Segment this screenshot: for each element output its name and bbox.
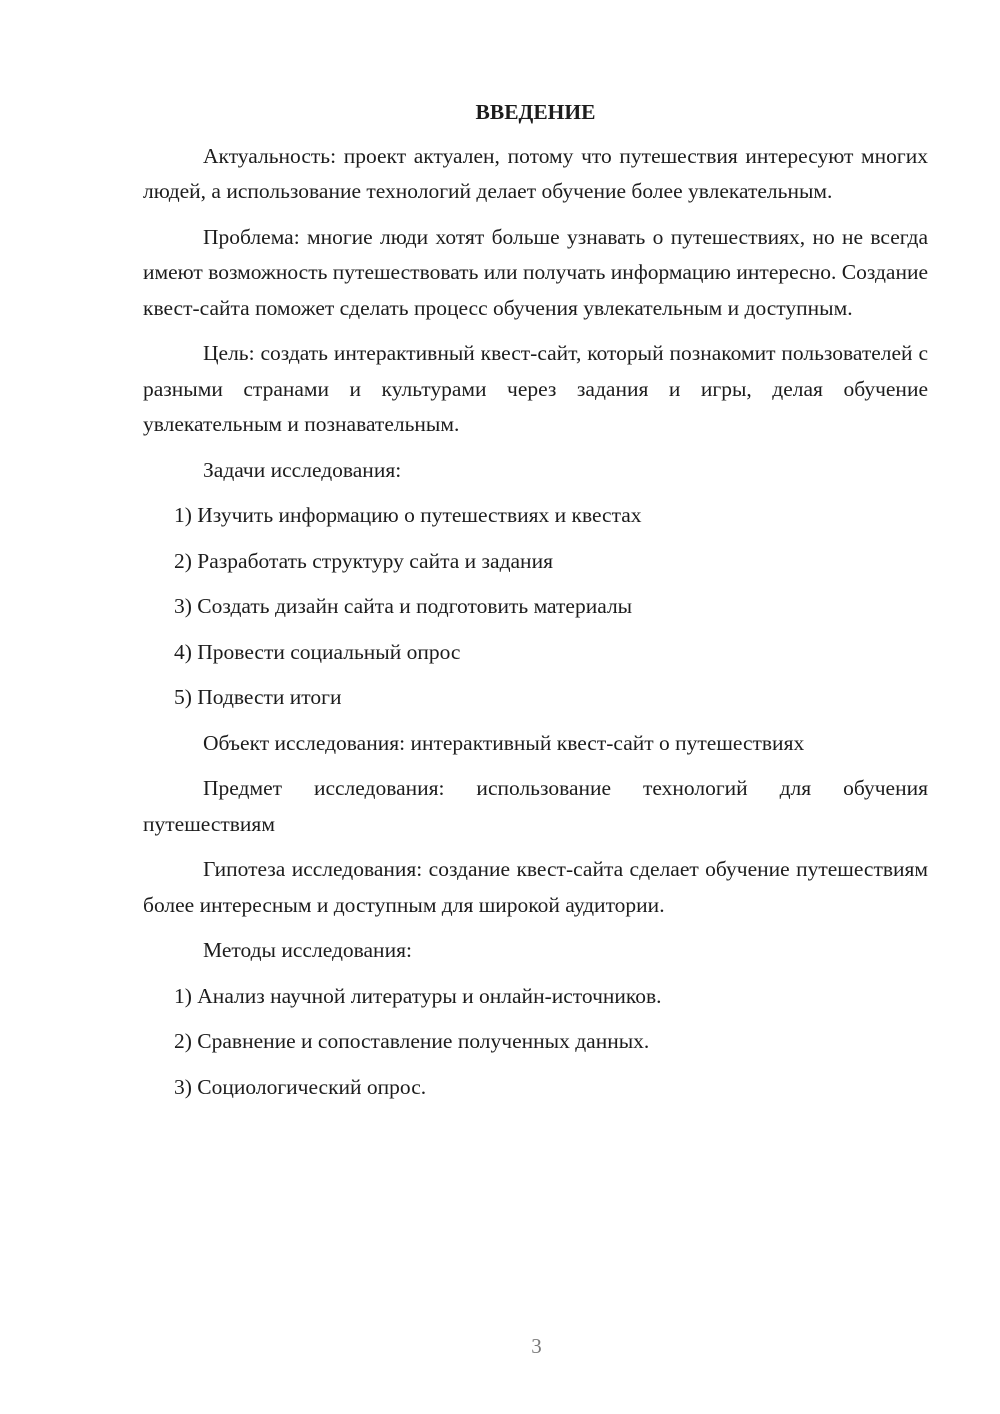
method-item: 2) Сравнение и сопоставление полученных данных. (174, 1029, 650, 1053)
subject-paragraph: Предмет исследования: использование технологий для обучения путешествиям (143, 776, 928, 836)
task-item: 2) Разработать структуру сайта и задания (174, 548, 553, 573)
problem-paragraph: Проблема: многие люди хотят больше узнавать о путешествиях, но не всегда имеют возможность путешествовать или получать информацию интересно. Создание квест-сайта поможет сделать процесс обучения увлекательным и доступным. (143, 224, 928, 320)
methods-heading: Методы исследования: (203, 938, 412, 962)
page-number: 3 (531, 1334, 542, 1358)
document-body (143, 95, 928, 1115)
tasks-heading: Задачи исследования: (203, 457, 402, 482)
task-item: 3) Создать дизайн сайта и подготовить материалы (174, 594, 633, 618)
task-item: 4) Провести социальный опрос (174, 639, 461, 664)
object-paragraph: Объект исследования: интерактивный квест-сайт о путешествиях (203, 730, 805, 755)
method-item: 1) Анализ научной литературы и онлайн-источников. (174, 983, 662, 1008)
task-item: 1) Изучить информацию о путешествиях и квестах (174, 503, 642, 527)
hypothesis-paragraph: Гипотеза исследования: создание квест-сайта сделает обучение путешествиям более интересным и доступным для широкой аудитории. (143, 857, 928, 917)
page-title: ВВЕДЕНИЕ (475, 100, 596, 124)
method-item: 3) Социологический опрос. (174, 1074, 427, 1099)
goal-paragraph: Цель: создать интерактивный квест-сайт, который познакомит пользователей с разными странами и культурами через задания и игры, делая обучение увлекательным и познавательным. (143, 341, 928, 436)
relevance-paragraph: Актуальность: проект актуален, потому что путешествия интересуют многих людей, а использование технологий делает обучение более увлекательным. (143, 143, 928, 203)
task-item: 5) Подвести итоги (174, 685, 342, 709)
